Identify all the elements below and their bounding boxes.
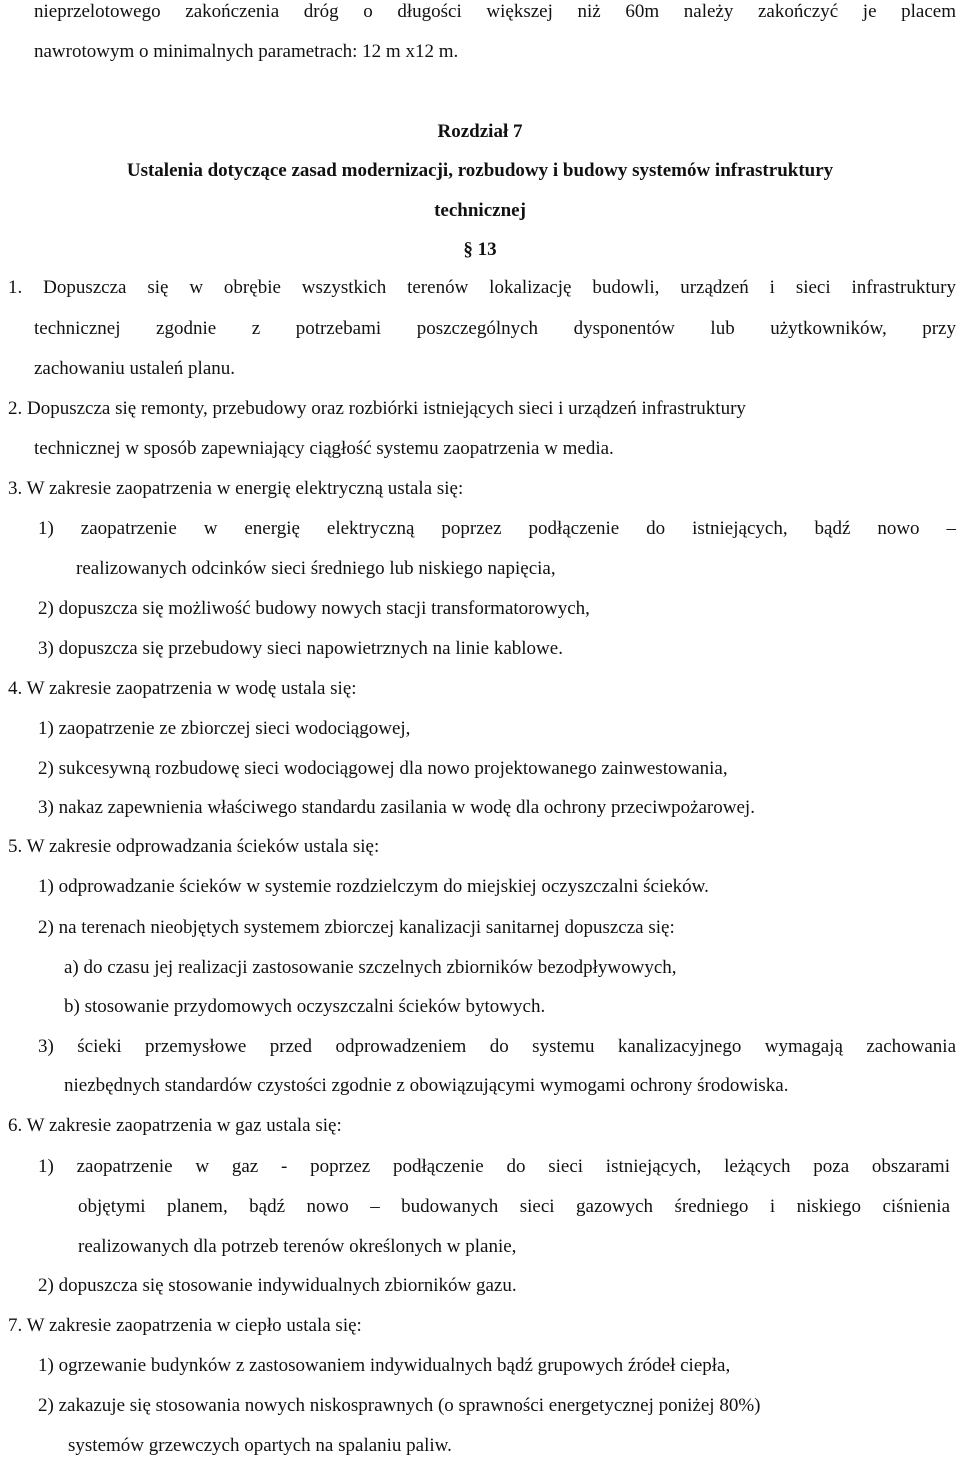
chapter-subtitle-line-2: technicznej bbox=[434, 200, 526, 221]
paragraph-6-item-1-line-3: realizowanych dla potrzeb terenów określonych w planie, bbox=[78, 1236, 517, 1257]
paragraph-7-heading: 7. W zakresie zaopatrzenia w ciepło ustala się: bbox=[8, 1315, 362, 1336]
chapter-subtitle-line-1: Ustalenia dotyczące zasad modernizacji, rozbudowy i budowy systemów infrastruktury bbox=[126, 160, 834, 181]
intro-line-2: nawrotowym o minimalnych parametrach: 12 m x12 m. bbox=[34, 41, 459, 62]
paragraph-5-item-3-line-1: 3) ścieki przemysłowe przed odprowadzeniem do systemu kanalizacyjnego wymagają zachowania bbox=[38, 1036, 956, 1057]
paragraph-7-item-2-line-1: 2) zakazuje się stosowania nowych niskosprawnych (o sprawności energetycznej poniżej 80%) bbox=[38, 1395, 761, 1416]
section-number: § 13 bbox=[463, 239, 497, 260]
paragraph-5-item-2: 2) na terenach nieobjętych systemem zbiorczej kanalizacji sanitarnej dopuszcza się: bbox=[38, 917, 675, 938]
paragraph-3-item-1-line-2: realizowanych odcinków sieci średniego lub niskiego napięcia, bbox=[76, 558, 556, 579]
paragraph-7-item-2-line-2: systemów grzewczych opartych na spalaniu paliw. bbox=[68, 1435, 452, 1456]
paragraph-5-item-1: 1) odprowadzanie ścieków w systemie rozdzielczym do miejskiej oczyszczalni ścieków. bbox=[38, 876, 709, 897]
paragraph-5-item-2-sub-a: a) do czasu jej realizacji zastosowanie szczelnych zbiorników bezodpływowych, bbox=[64, 957, 677, 978]
paragraph-3-item-1-line-1: 1) zaopatrzenie w energię elektryczną poprzez podłączenie do istniejących, bądź nowo – bbox=[38, 518, 956, 539]
paragraph-2-line-2: technicznej w sposób zapewniający ciągłość systemu zaopatrzenia w media. bbox=[34, 438, 614, 459]
paragraph-5-heading: 5. W zakresie odprowadzania ścieków ustala się: bbox=[8, 836, 380, 857]
paragraph-4-item-3: 3) nakaz zapewnienia właściwego standardu zasilania w wodę dla ochrony przeciwpożarowej. bbox=[38, 797, 755, 818]
paragraph-6-heading: 6. W zakresie zaopatrzenia w gaz ustala się: bbox=[8, 1115, 342, 1136]
paragraph-5-item-3-line-2: niezbędnych standardów czystości zgodnie z obowiązującymi wymogami ochrony środowiska. bbox=[64, 1075, 789, 1096]
paragraph-3-item-3: 3) dopuszcza się przebudowy sieci napowietrznych na linie kablowe. bbox=[38, 638, 563, 659]
paragraph-4-item-2: 2) sukcesywną rozbudowę sieci wodociągowej dla nowo projektowanego zainwestowania, bbox=[38, 758, 728, 779]
paragraph-4-heading: 4. W zakresie zaopatrzenia w wodę ustala się: bbox=[8, 678, 357, 699]
paragraph-3-heading: 3. W zakresie zaopatrzenia w energię elektryczną ustala się: bbox=[8, 478, 464, 499]
paragraph-6-item-1-line-1: 1) zaopatrzenie w gaz - poprzez podłączenie do sieci istniejących, leżących poza obszarami bbox=[38, 1156, 950, 1177]
chapter-title: Rozdział 7 bbox=[437, 121, 523, 142]
paragraph-1-line-2: technicznej zgodnie z potrzebami poszczególnych dysponentów lub użytkowników, przy bbox=[34, 318, 956, 339]
intro-line-1: nieprzelotowego zakończenia dróg o długości większej niż 60m należy zakończyć je placem bbox=[34, 1, 956, 22]
paragraph-6-item-2: 2) dopuszcza się stosowanie indywidualnych zbiorników gazu. bbox=[38, 1275, 517, 1296]
paragraph-3-item-2: 2) dopuszcza się możliwość budowy nowych stacji transformatorowych, bbox=[38, 598, 590, 619]
paragraph-7-item-1: 1) ogrzewanie budynków z zastosowaniem indywidualnych bądź grupowych źródeł ciepła, bbox=[38, 1355, 731, 1376]
paragraph-1-line-1: 1. Dopuszcza się w obrębie wszystkich terenów lokalizację budowli, urządzeń i sieci infrastruktury bbox=[8, 277, 956, 298]
paragraph-1-line-3: zachowaniu ustaleń planu. bbox=[34, 358, 236, 379]
paragraph-5-item-2-sub-b: b) stosowanie przydomowych oczyszczalni ścieków bytowych. bbox=[64, 996, 546, 1017]
paragraph-2-line-1: 2. Dopuszcza się remonty, przebudowy oraz rozbiórki istniejących sieci i urządzeń infrastruktury bbox=[8, 398, 746, 419]
paragraph-4-item-1: 1) zaopatrzenie ze zbiorczej sieci wodociągowej, bbox=[38, 718, 411, 739]
paragraph-6-item-1-line-2: objętymi planem, bądź nowo – budowanych sieci gazowych średniego i niskiego ciśnienia bbox=[78, 1196, 950, 1217]
